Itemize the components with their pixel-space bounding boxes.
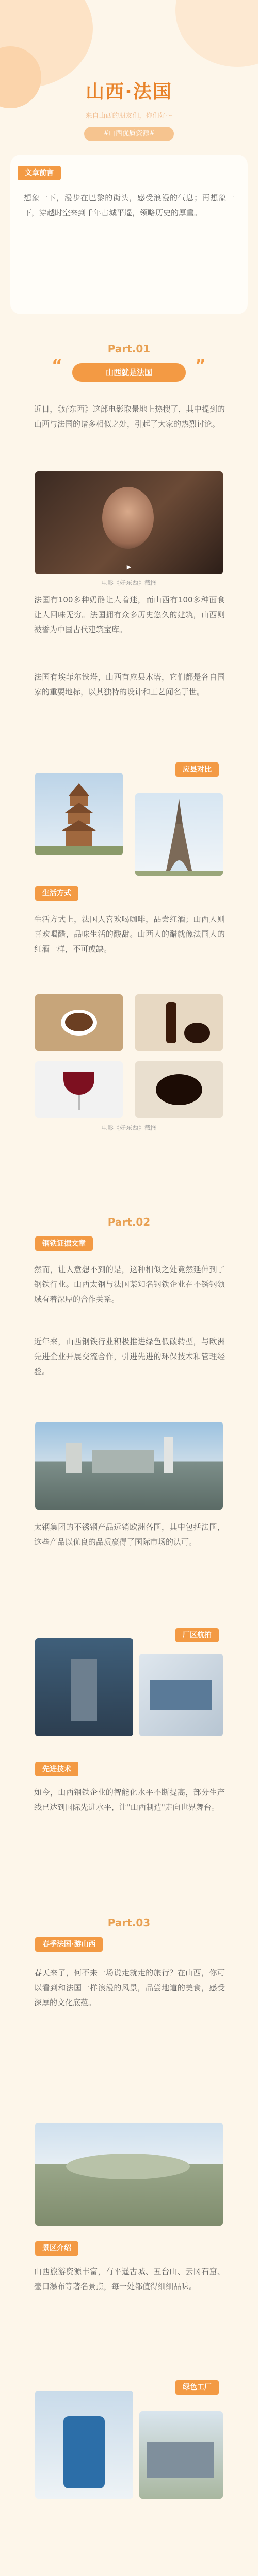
control-room-photo <box>139 1654 223 1736</box>
advanced-tech-tag: 先进技术 <box>35 1762 78 1776</box>
movie-screenshot-caption: 电影《好东西》截图 <box>101 579 157 586</box>
part2-text4: 如今，山西钢铁企业的智能化水平不断提高，部分生产线已达到国际先进水平，让"山西制造"走向世界舞台。 <box>34 1788 225 1812</box>
intro-tag: 文章前言 <box>18 166 61 180</box>
city-aerial-photo <box>35 2123 223 2226</box>
part2-title: 钢铁证据文章 <box>35 1236 93 1251</box>
plant-aerial-tag: 厂区航拍 <box>175 1628 219 1642</box>
part1-title: 山西就是法国 <box>72 363 186 382</box>
part2-label: Part.02 <box>107 1216 151 1228</box>
factory-wide-photo <box>139 2411 223 2499</box>
coffee-cup-photo <box>35 994 123 1051</box>
green-factory-tag: 绿色工厂 <box>175 2380 219 2395</box>
page-subtitle: 来自山西的朋友们，你们好～ <box>85 112 173 120</box>
open-quote-icon: “ <box>52 355 63 375</box>
factory-tank-photo <box>35 2391 133 2499</box>
part2-text3: 太钢集团的不锈钢产品远销欧洲各国，其中包括法国，这些产品以优良的品质赢得了国际市场的认可。 <box>34 1522 225 1547</box>
furnace-photo <box>35 1638 133 1736</box>
wine-glass-photo <box>35 1061 123 1118</box>
part1-text4: 生活方式上，法国人喜欢喝咖啡，品尝红酒；山西人则喜欢喝醋，品味生活的酸甜。山西人的醋就像法国人的红酒一样，不可或缺。 <box>34 914 225 954</box>
steel-plant-photo <box>35 1422 223 1510</box>
eiffel-tower-photo <box>135 793 223 876</box>
intro-card <box>10 155 248 314</box>
part3-text1: 春天来了，何不来一场说走就走的旅行？在山西，你可以看到和法国一样浪漫的风景，品尝地道的美食，感受深厚的文化底蕴。 <box>34 1968 225 2007</box>
article-header <box>0 0 258 155</box>
wooden-pagoda-photo <box>35 773 123 855</box>
hashtag-badge[interactable]: #山西优质资源# <box>84 127 174 141</box>
intro-text: 想象一下，漫步在巴黎的街头，感受浪漫的气息；再想象一下，穿越时空来到千年古城平遥，领略历史的厚重。 <box>24 193 234 217</box>
lifestyle-tag: 生活方式 <box>35 886 78 901</box>
part3-label: Part.03 <box>107 1917 151 1929</box>
movie-screenshot: ▶ <box>35 471 223 574</box>
part1-text1: 近日，《好东西》这部电影取景地上热搜了，其中提到的山西与法国的诸多相似之处，引起了大家的热烈讨论。 <box>34 404 225 429</box>
lifestyle-caption: 电影《好东西》截图 <box>101 1124 157 1131</box>
vinegar-bottle-photo <box>135 994 223 1051</box>
part1-text3: 法国有埃菲尔铁塔，山西有应县木塔，它们都是各自国家的重要地标，以其独特的设计和工艺闻名于世。 <box>34 672 225 697</box>
travel-tag: 景区介绍 <box>35 2241 78 2256</box>
part3-text2: 山西旅游资源丰富，有平遥古城、五台山、云冈石窟、壶口瀑布等著名景点，每一处都值得细细品味。 <box>34 2267 225 2291</box>
page-title: 山西·法国 <box>86 81 172 103</box>
vinegar-dish-photo <box>135 1061 223 1118</box>
part2-text2: 近年来，山西钢铁行业积极推进绿色低碳转型，与欧洲先进企业开展交流合作，引进先进的环保技术和管理经验。 <box>34 1337 225 1376</box>
part3-title: 春季法国·游山西 <box>35 1937 103 1952</box>
tower-compare-tag: 应县对比 <box>175 762 219 777</box>
close-quote-icon: ” <box>195 355 206 375</box>
part1-label: Part.01 <box>107 343 151 355</box>
part1-text2: 法国有100多种奶酪让人着迷，而山西有100多种面食让人回味无穷。法国拥有众多历史悠久的建筑，山西则被誉为中国古代建筑宝库。 <box>34 595 225 634</box>
part2-text1: 然而，让人意想不到的是，这种相似之处竟然延伸到了钢铁行业。山西太钢与法国某知名钢铁企业在不锈钢领域有着深厚的合作关系。 <box>34 1265 225 1304</box>
